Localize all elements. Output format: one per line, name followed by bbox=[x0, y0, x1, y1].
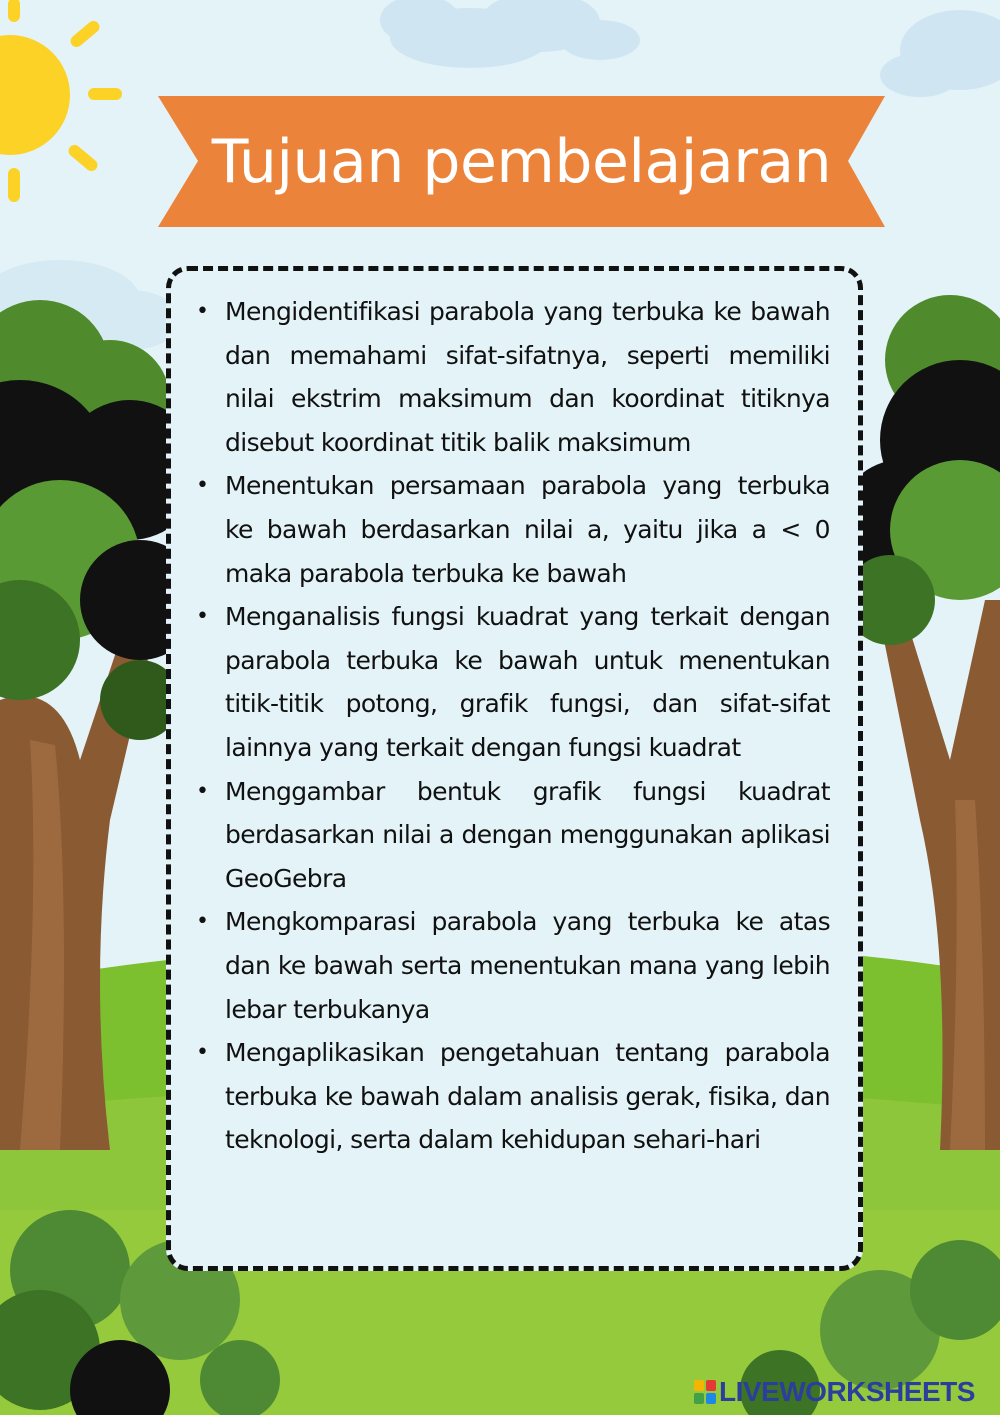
goal-text: Menganalisis fungsi kuadrat yang terkait dengan parabola terbuka ke bawah untuk menentukan titik-titik potong, grafik fungsi, dan sifat-sifat lainnya yang terkait dengan fungsi kuadrat bbox=[225, 602, 830, 762]
goal-text: Mengidentifikasi parabola yang terbuka ke bawah dan memahami sifat-sifatnya, seperti memiliki nilai ekstrim maksimum dan koordinat titiknya disebut koordinat titik balik maksimum bbox=[225, 297, 830, 457]
list-item bbox=[196, 595, 830, 769]
goal-text: Menggambar bentuk grafik fungsi kuadrat berdasarkan nilai a dengan menggunakan aplikasi GeoGebra bbox=[225, 776, 830, 893]
learning-goals-list bbox=[196, 290, 830, 1162]
title-banner bbox=[158, 96, 885, 227]
goal-text: Mengaplikasikan pengetahuan tentang parabola terbuka ke bawah dalam analisis gerak, fisika, dan teknologi, serta dalam kehidupan sehari-hari bbox=[225, 1038, 830, 1155]
bullet-icon: • bbox=[196, 604, 209, 630]
list-item bbox=[196, 290, 830, 464]
bullet-icon: • bbox=[196, 909, 209, 935]
page-title: Tujuan pembelajaran bbox=[211, 126, 832, 197]
bullet-icon: • bbox=[196, 473, 209, 499]
bullet-icon: • bbox=[196, 1040, 209, 1066]
bullet-icon: • bbox=[196, 778, 209, 804]
list-item bbox=[196, 464, 830, 595]
goal-text: Menentukan persamaan parabola yang terbuka ke bawah berdasarkan nilai a, yaitu jika a < 0 maka parabola terbuka ke bawah bbox=[225, 471, 830, 588]
liveworksheets-logo[interactable] bbox=[693, 1374, 975, 1410]
brand-name: LIVEWORKSHEETS bbox=[719, 1376, 975, 1407]
list-item bbox=[196, 1031, 830, 1162]
list-item bbox=[196, 900, 830, 1031]
bullet-icon: • bbox=[196, 299, 209, 324]
list-item bbox=[196, 770, 830, 901]
liveworksheets-logo-icon bbox=[693, 1379, 717, 1405]
goal-text: Mengkomparasi parabola yang terbuka ke atas dan ke bawah serta menentukan mana yang lebih lebar terbukanya bbox=[225, 907, 830, 1024]
